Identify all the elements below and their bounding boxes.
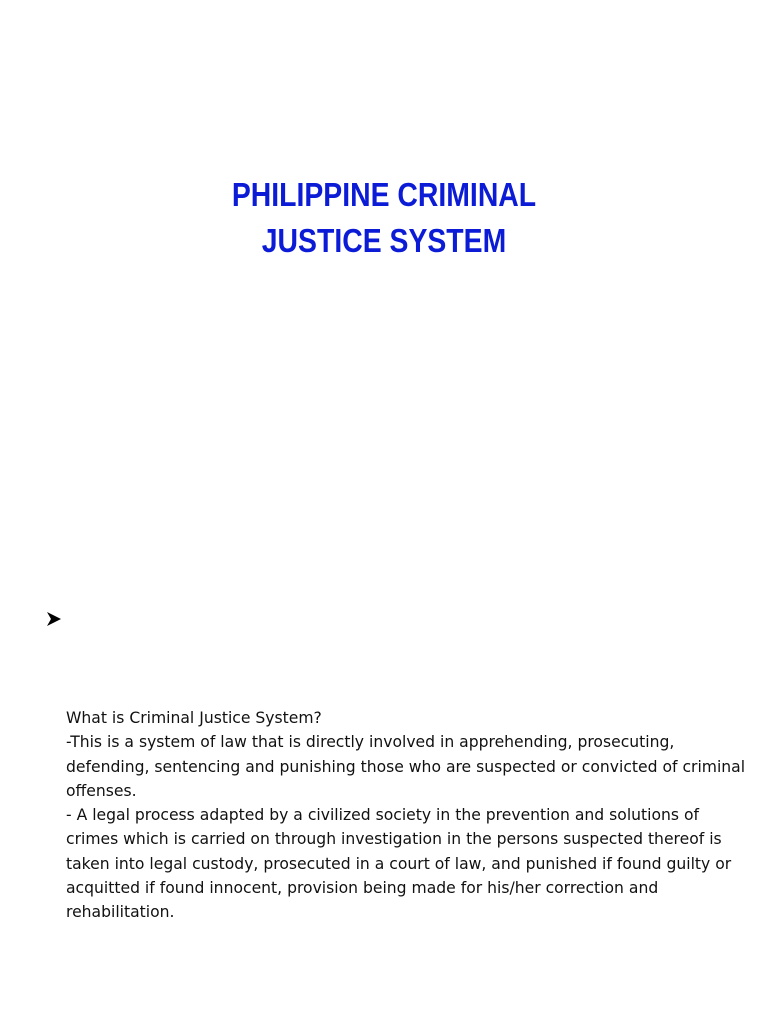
definition-paragraph-1: -This is a system of law that is directly involved in apprehending, prosecuting, defending, sentencing and punishing those who are suspected or convicted of criminal offenses. <box>66 733 746 800</box>
definition-paragraph-2: - A legal process adapted by a civilized society in the prevention and solutions of crimes which is carried on through investigation in the persons suspected thereof is taken into legal custody, prosecuted in a court of law, and punished if found guilty or acquitted if found innocent, provision being made for his/her correction and rehabilitation. <box>66 806 732 922</box>
title-line-2: JUSTICE SYSTEM <box>261 222 507 259</box>
body-text <box>66 706 746 925</box>
arrowhead-bullet-icon <box>44 610 64 628</box>
page-title <box>0 172 768 264</box>
question-text: What is Criminal Justice System? <box>66 709 322 727</box>
title-line-1: PHILIPPINE CRIMINAL <box>231 176 537 213</box>
